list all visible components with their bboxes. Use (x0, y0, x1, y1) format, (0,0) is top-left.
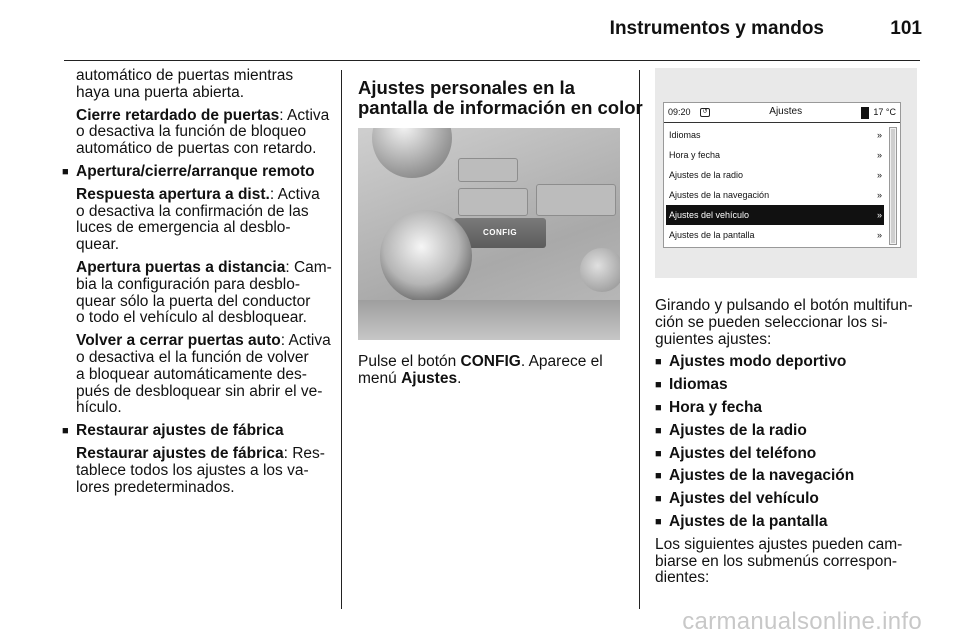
text-line: lores predeterminados. (76, 478, 235, 496)
config-term: CONFIG (460, 353, 521, 370)
volume-knob (372, 128, 452, 178)
text-line: Restaurar ajustes de fábrica: Res- (76, 444, 325, 462)
text-line: luces de emergencia al desblo- (76, 219, 291, 237)
intro-paragraph (655, 298, 930, 348)
text-line: dientes: (655, 569, 710, 587)
screen-menu-item (666, 185, 884, 205)
bullet-factory-reset: ■ Restaurar ajustes de fábrica (62, 423, 332, 440)
scrollbar-thumb (891, 129, 895, 243)
intro-paragraph (62, 68, 332, 102)
text-line: o desactiva la función de bloqueo (76, 123, 307, 141)
column-divider-1 (341, 70, 342, 609)
chevron-right-icon: » (876, 130, 882, 140)
column-2 (358, 68, 643, 388)
panel-button (458, 158, 518, 182)
back-icon: ↺ (700, 108, 710, 117)
column-3 (655, 68, 930, 587)
control-panel-photo (358, 128, 620, 340)
text-line: Pulse el botón CONFIG. Aparece el (358, 353, 603, 370)
screen-temperature: 17 °C (873, 107, 896, 118)
setting-name: Restaurar ajustes de fábrica (76, 444, 284, 462)
screen-menu-label: Idiomas (669, 130, 701, 140)
header-title: Instrumentos y mandos (609, 18, 824, 39)
text-line: o desactiva la confirmación de las (76, 202, 309, 220)
screen-menu-label: Hora y fecha (669, 150, 721, 160)
screen-title: Ajustes (769, 106, 803, 118)
setting-name: Volver a cerrar puertas auto (76, 332, 281, 350)
heading-line: pantalla de información en color (358, 97, 643, 118)
side-knob (580, 248, 620, 292)
section-heading (358, 77, 643, 118)
text-line: Girando y pulsando el botón multifun- (655, 297, 913, 314)
panel-base (358, 300, 620, 340)
text-line: Apertura puertas a distancia: Cam- (76, 258, 332, 276)
text-line: menú Ajustes. (358, 369, 462, 387)
settings-list-item: ■ Ajustes del vehículo (655, 491, 930, 508)
settings-list-item: ■ Ajustes de la navegación (655, 468, 930, 485)
text-line: haya una puerta abierta. (76, 83, 245, 101)
setting-name: Apertura puertas a distancia (76, 258, 286, 276)
chevron-right-icon: » (876, 190, 882, 200)
restaurar-paragraph (62, 446, 332, 496)
setting-name: Cierre retardado de puertas (76, 106, 280, 124)
column-divider-2 (639, 70, 640, 609)
watermark: carmanualsonline.info (682, 608, 922, 635)
text-line: o desactiva el la función de volver (76, 348, 309, 366)
text-line: guientes ajustes: (655, 330, 772, 348)
column-1 (62, 68, 332, 502)
screen-menu-item (666, 125, 884, 145)
apertura-paragraph (62, 260, 332, 327)
text-line: tablece todos los ajustes a los va- (76, 461, 309, 479)
screen-time: 09:20 (668, 107, 691, 118)
settings-list-item: ■ Ajustes de la pantalla (655, 514, 930, 531)
text-line: automático de puertas con retardo. (76, 140, 317, 158)
text-line: Volver a cerrar puertas auto: Activa (76, 332, 331, 350)
panel-button (458, 188, 528, 216)
chevron-right-icon: » (876, 150, 882, 160)
text-line: pués de desbloquear sin abrir el ve- (76, 382, 323, 400)
screen-menu-item (666, 165, 884, 185)
text-line: Respuesta apertura a dist.: Activa (76, 185, 320, 203)
volver-paragraph (62, 333, 332, 417)
text-line: Cierre retardado de puertas: Activa (76, 106, 330, 124)
settings-screen (663, 102, 901, 248)
outro-paragraph (655, 537, 930, 587)
screen-menu-item (666, 205, 884, 225)
multifunction-knob (380, 210, 472, 302)
text-line: Los siguientes ajustes pueden cam- (655, 535, 903, 553)
settings-list-item: ■ Ajustes de la radio (655, 423, 930, 440)
settings-list-item: ■ Ajustes del teléfono (655, 446, 930, 463)
text-line: biarse en los submenús correspon- (655, 552, 898, 570)
screen-menu (664, 123, 900, 245)
ajustes-term: Ajustes (401, 369, 458, 387)
cierre-retardado-paragraph (62, 108, 332, 158)
text-line: bia la configuración para desblo- (76, 275, 301, 293)
text-line: o todo el vehículo al desbloquear. (76, 309, 307, 327)
screen-menu-label: Ajustes de la navegación (669, 190, 770, 200)
display-screenshot (655, 68, 917, 278)
heading-line: Ajustes personales en la (358, 77, 575, 98)
text-line: a bloquear automáticamente des- (76, 365, 307, 383)
page-number: 101 (890, 18, 922, 39)
instruction-paragraph (358, 354, 628, 388)
chevron-right-icon: » (876, 170, 882, 180)
header-rule (64, 60, 920, 61)
settings-list-item: ■ Ajustes modo deportivo (655, 354, 930, 371)
setting-name: Respuesta apertura a dist. (76, 185, 270, 203)
chevron-right-icon: » (876, 230, 882, 240)
config-button-illustration: CONFIG (454, 218, 546, 248)
settings-list (655, 354, 930, 530)
screen-menu-item (666, 145, 884, 165)
screen-status-bar (664, 103, 900, 123)
panel-button (536, 184, 616, 216)
screen-menu-label: Ajustes de la radio (669, 170, 744, 180)
text-line: hículo. (76, 399, 122, 417)
text-line: quear. (76, 236, 120, 254)
text-line: quear sólo la puerta del conductor (76, 292, 311, 310)
thermometer-icon (861, 107, 869, 119)
respuesta-paragraph (62, 187, 332, 254)
settings-list-item: ■ Idiomas (655, 377, 930, 394)
bullet-remote: ■ Apertura/cierre/arranque remoto (62, 164, 332, 181)
screen-menu-item (666, 225, 884, 245)
screen-menu-label: Ajustes de la pantalla (669, 230, 755, 240)
text-line: ción se pueden seleccionar los si- (655, 313, 888, 331)
settings-list-item: ■ Hora y fecha (655, 400, 930, 417)
screen-scrollbar (889, 127, 897, 245)
chevron-right-icon: » (876, 210, 882, 220)
screen-menu-label: Ajustes del vehículo (669, 210, 750, 220)
text-line: automático de puertas mientras (76, 67, 294, 84)
